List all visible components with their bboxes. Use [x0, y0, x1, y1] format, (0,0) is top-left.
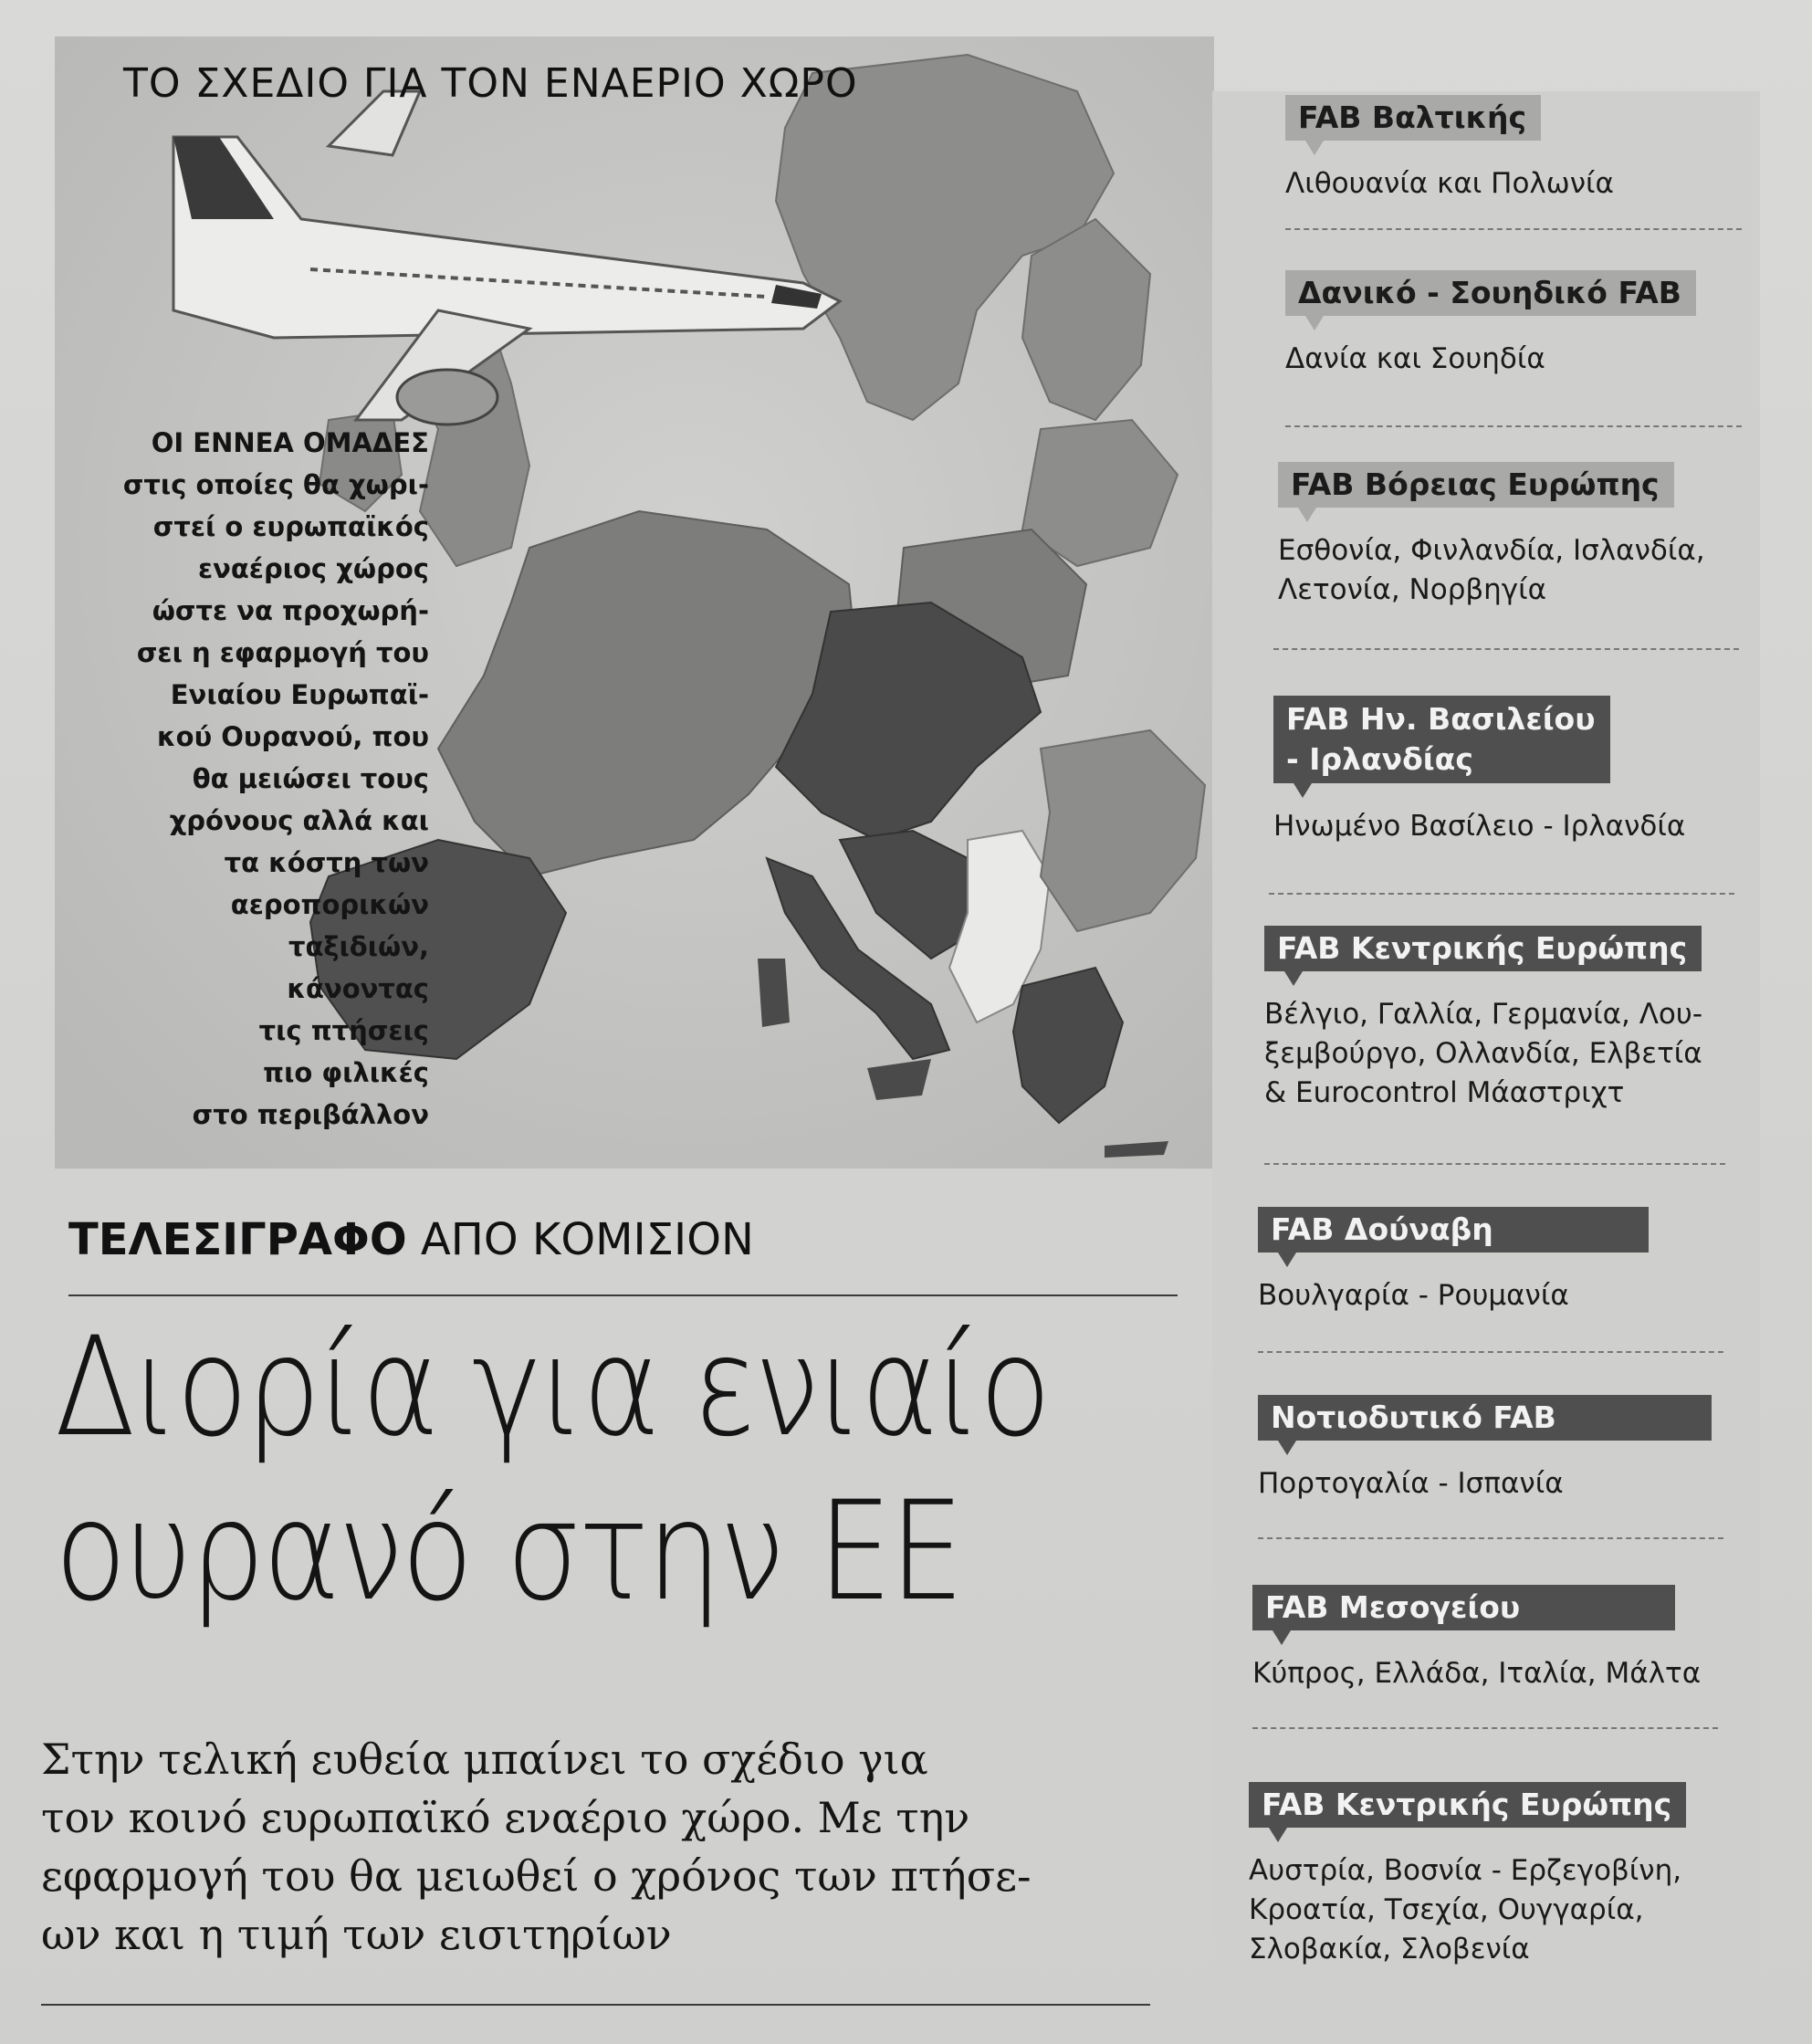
kicker-rule	[68, 1295, 1178, 1296]
fab-countries	[1258, 1276, 1649, 1315]
fab-label-text: FAB Ην. Βασιλείου	[1286, 701, 1596, 737]
fab-countries	[1249, 1851, 1686, 1969]
map-caption-line: αεροπορικών	[230, 889, 429, 920]
lede-line: Στην τελική ευθεία μπαίνει το σχέδιο για	[41, 1735, 928, 1784]
fab-country-line: Βέλγιο, Γαλλία, Γερμανία, Λου-	[1264, 998, 1703, 1031]
map-title: ΤΟ ΣΧΕΔΙΟ ΓΙΑ ΤΟΝ ΕΝΑΕΡΙΟ ΧΩΡΟ	[123, 60, 858, 107]
divider	[1258, 1351, 1723, 1353]
fab-label-text: FAB Κεντρικής Ευρώπης	[1262, 1787, 1672, 1822]
fab-country-line: Αυστρία, Βοσνία - Ερζεγοβίνη,	[1249, 1854, 1682, 1887]
fab-country-line: ξεμβούργο, Ολλανδία, Ελβετία	[1264, 1037, 1702, 1070]
fab-label-text: - Ιρλανδίας	[1286, 741, 1473, 777]
fab-block-central-europe-east	[1249, 1782, 1686, 1969]
map-caption-line: ΟΙ ΕΝΝΕΑ ΟΜΑΔΕΣ	[151, 427, 429, 458]
fab-label-text: FAB Δούναβη	[1271, 1211, 1493, 1247]
fab-block-central-europe-west	[1264, 926, 1702, 1113]
kicker-bold: ΤΕΛΕΣΙΓΡΑΦΟ	[68, 1214, 407, 1265]
fab-block-mediterranean	[1252, 1585, 1701, 1693]
fab-country-line: Κροατία, Τσεχία, Ουγγαρία,	[1249, 1893, 1644, 1926]
divider	[1258, 1537, 1723, 1539]
map-caption-line: κού Ουρανού, που	[157, 721, 429, 752]
fab-country-line: Κύπρος, Ελλάδα, Ιταλία, Μάλτα	[1252, 1657, 1702, 1690]
divider	[1269, 893, 1734, 895]
fab-country-line: Λιθουανία και Πολωνία	[1285, 167, 1614, 200]
fab-country-line: Ηνωμένο Βασίλειο - Ιρλανδία	[1273, 810, 1686, 843]
fab-block-danish-swedish	[1285, 270, 1696, 379]
map-caption-line: τα κόστη των	[224, 847, 429, 878]
map-caption-line: τις πτήσεις	[258, 1015, 429, 1046]
fab-label	[1252, 1585, 1675, 1630]
pointer-icon	[1305, 141, 1324, 155]
fab-block-uk-ireland	[1273, 696, 1685, 846]
fab-block-southwest	[1258, 1395, 1712, 1504]
lede-line: ων και η τιμή των εισιτηρίων	[41, 1910, 672, 1959]
map-caption-line: ταξιδιών,	[288, 931, 429, 962]
pointer-icon	[1305, 316, 1324, 330]
lede-line: εφαρμογή του θα μειωθεί ο χρόνος των πτήσε-	[41, 1851, 1032, 1901]
fab-countries	[1273, 807, 1685, 846]
pointer-icon	[1273, 1630, 1291, 1645]
fab-countries	[1252, 1654, 1701, 1693]
article-kicker	[68, 1214, 754, 1265]
map-region-sardinia	[758, 959, 790, 1027]
divider	[1285, 425, 1742, 427]
pointer-icon	[1278, 1253, 1296, 1267]
pointer-icon	[1294, 783, 1312, 798]
divider	[1252, 1727, 1718, 1729]
fab-countries	[1264, 995, 1702, 1113]
fab-countries	[1285, 340, 1696, 379]
pointer-icon	[1269, 1828, 1287, 1842]
pointer-icon	[1278, 1441, 1296, 1455]
fab-country-line: Πορτογαλία - Ισπανία	[1258, 1467, 1564, 1500]
map-caption-line: κάνοντας	[287, 973, 429, 1004]
headline-line: ουρανό στην ΕΕ	[55, 1473, 962, 1631]
map-caption-line: ώστε να προχωρή-	[152, 595, 429, 626]
pointer-icon	[1298, 508, 1316, 522]
fab-country-line: Λετονία, Νορβηγία	[1278, 573, 1547, 606]
headline-line: Διορία για ενιαίο	[55, 1308, 1050, 1467]
map-caption	[82, 422, 429, 1136]
map-caption-line: σει η εφαρμογή του	[136, 637, 429, 668]
fab-label	[1285, 270, 1696, 316]
fab-label-text: FAB Βόρειας Ευρώπης	[1291, 466, 1660, 502]
article-headline	[55, 1305, 1223, 1634]
fab-label-text: Νοτιοδυτικό FAB	[1271, 1399, 1556, 1435]
map-caption-line: πιο φιλικές	[263, 1057, 429, 1088]
fab-label	[1273, 696, 1610, 783]
fab-countries	[1258, 1464, 1712, 1504]
fab-country-line: Σλοβακία, Σλοβενία	[1249, 1933, 1530, 1965]
divider	[1273, 648, 1739, 650]
lede-line: τον κοινό ευρωπαϊκό εναέριο χώρο. Με την	[41, 1793, 970, 1842]
divider	[1285, 228, 1742, 230]
map-caption-line: Ενιαίου Ευρωπαϊ-	[170, 679, 429, 710]
map-caption-line: θα μειώσει τους	[192, 763, 429, 794]
fab-country-line: Βουλγαρία - Ρουμανία	[1258, 1279, 1569, 1312]
fab-country-line: Δανία και Σουηδία	[1285, 342, 1545, 375]
bottom-rule	[41, 2004, 1150, 2006]
map-caption-line: στις οποίες θα χωρι-	[122, 469, 429, 500]
bleed-through-text	[1241, 46, 1252, 82]
map-caption-line: στεί ο ευρωπαϊκός	[152, 511, 429, 542]
kicker-rest: ΑΠΟ ΚΟΜΙΣΙΟΝ	[420, 1214, 754, 1265]
pointer-icon	[1284, 971, 1303, 986]
divider	[1264, 1163, 1725, 1165]
fab-label-text: FAB Μεσογείου	[1265, 1589, 1521, 1625]
fab-label	[1278, 462, 1674, 508]
fab-label	[1249, 1782, 1686, 1828]
article-lede	[41, 1730, 1173, 1964]
fab-label-text: Δανικό - Σουηδικό FAB	[1298, 275, 1681, 310]
fab-label	[1264, 926, 1702, 971]
map-caption-line: εναέριος χώρος	[197, 553, 429, 584]
fab-block-northern-europe	[1278, 462, 1705, 610]
map-caption-line: χρόνους αλλά και	[169, 805, 429, 836]
fab-label-text: FAB Κεντρικής Ευρώπης	[1277, 930, 1688, 966]
fab-country-line: & Eurocontrol Μάαστριχτ	[1264, 1076, 1625, 1109]
fab-block-danube	[1258, 1207, 1649, 1315]
fab-label	[1258, 1207, 1649, 1253]
fab-label-text: FAB Βαλτικής	[1298, 100, 1527, 135]
fab-countries	[1285, 164, 1614, 204]
map-caption-line: στο περιβάλλον	[192, 1099, 429, 1130]
fab-countries	[1278, 531, 1705, 610]
europe-map-panel	[55, 37, 1214, 1169]
fab-block-baltic	[1285, 95, 1614, 204]
fab-label	[1258, 1395, 1712, 1441]
fab-country-line: Εσθονία, Φινλανδία, Ισλανδία,	[1278, 534, 1705, 567]
fab-label	[1285, 95, 1541, 141]
